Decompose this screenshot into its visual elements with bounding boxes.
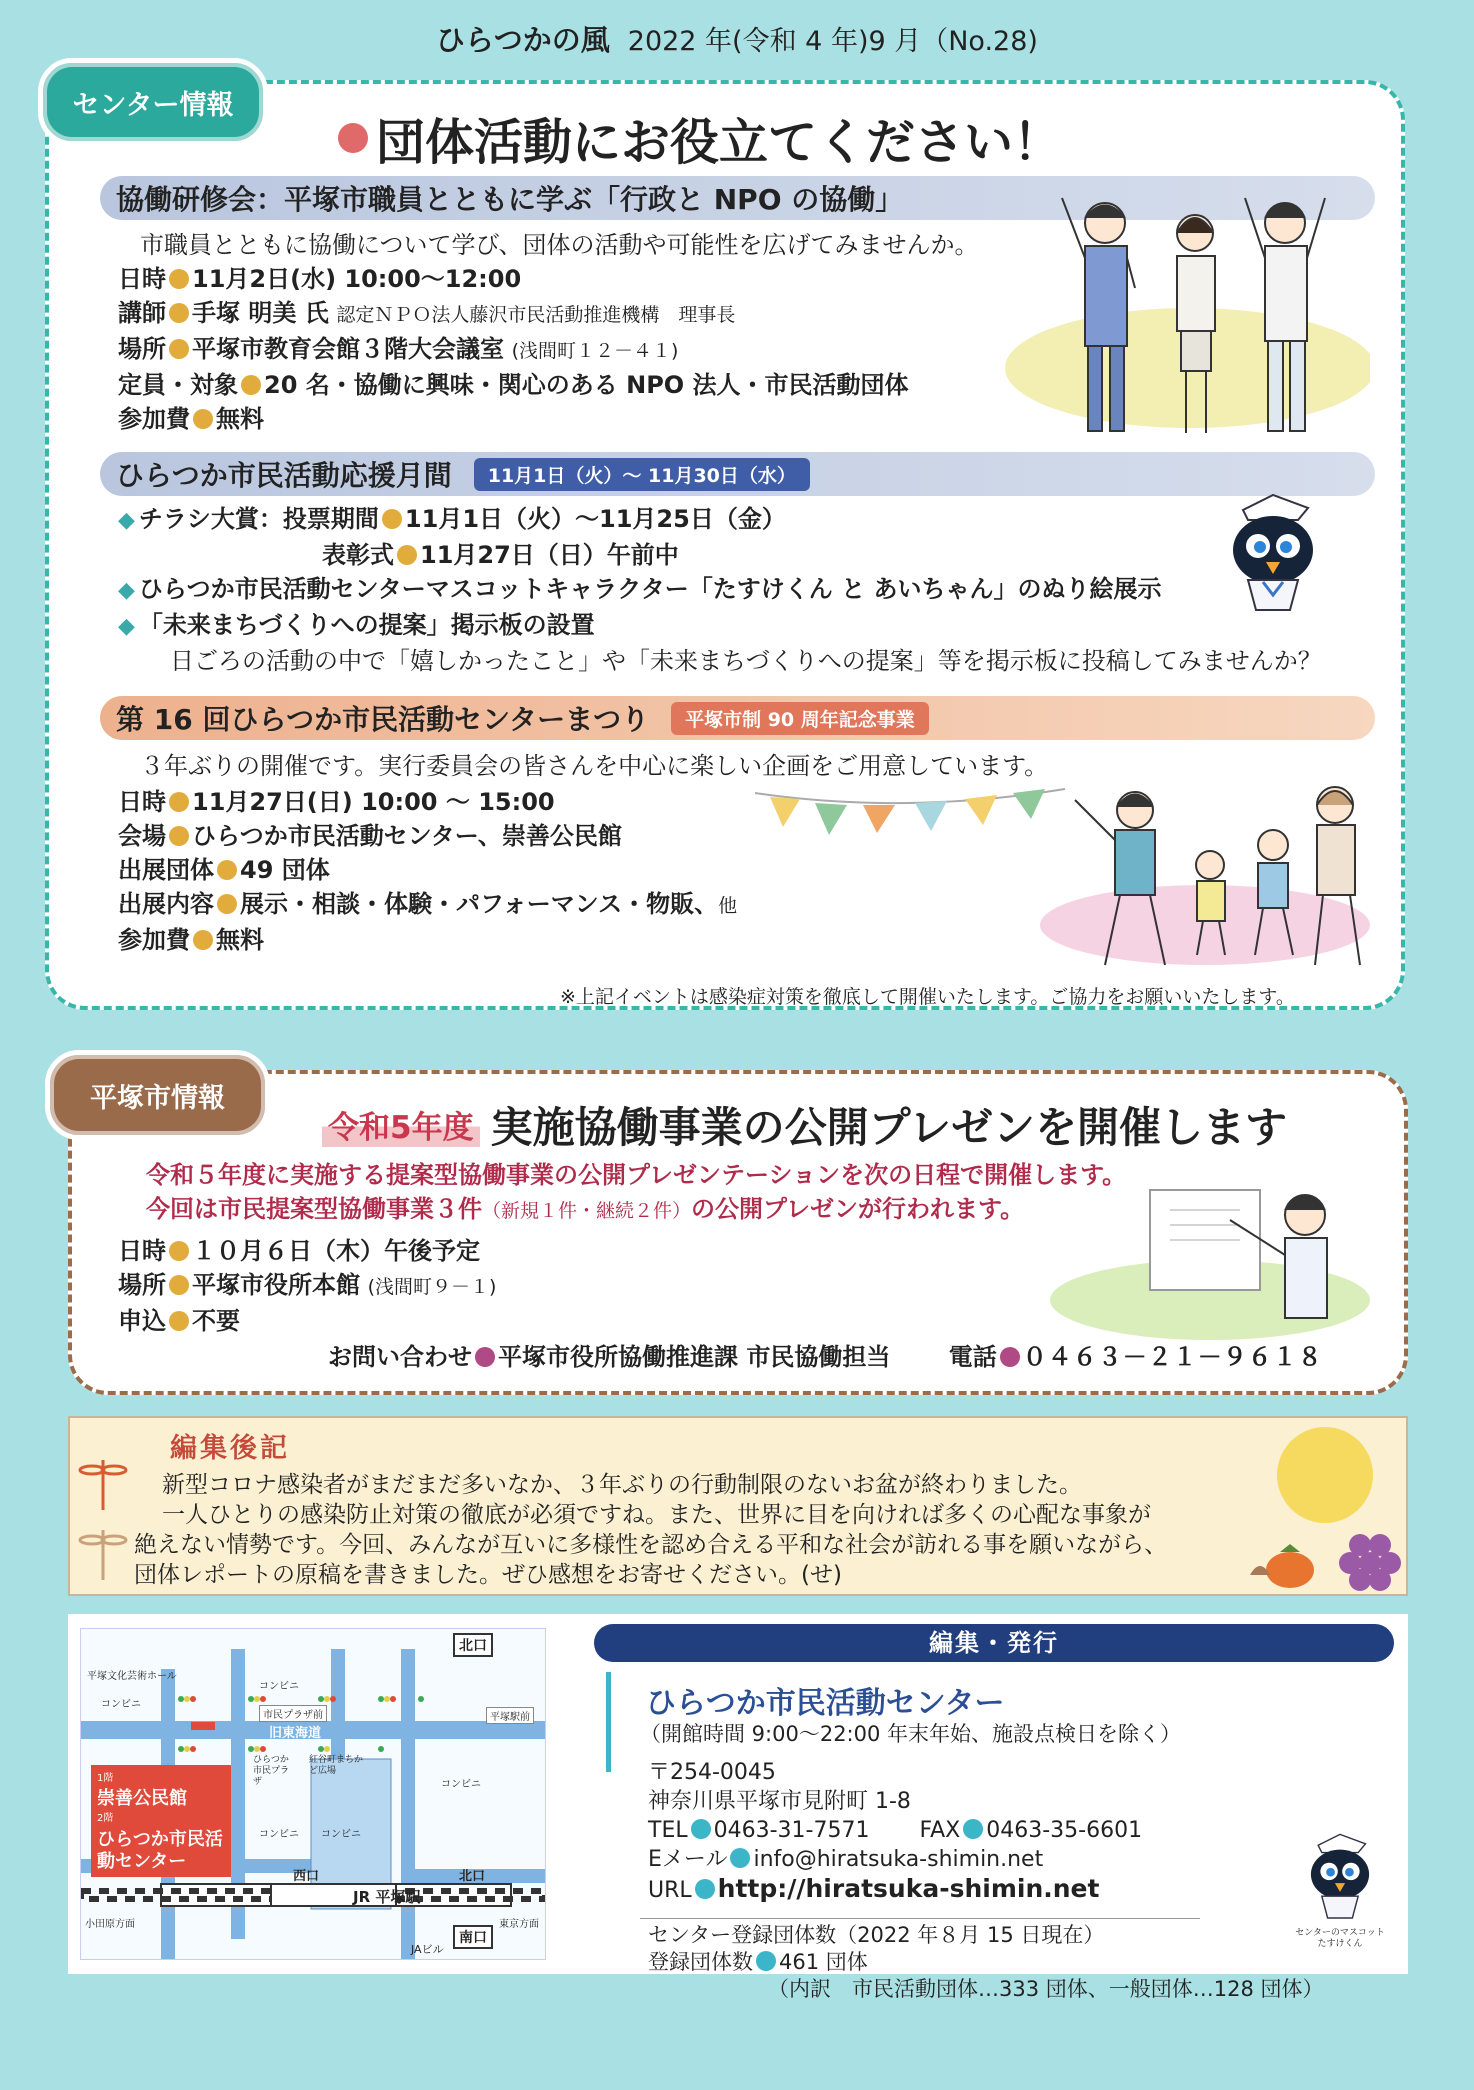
label-datetime: 日時: [118, 1237, 166, 1265]
map-label-nishi: 西口: [293, 1869, 320, 1884]
map-label-kita: 北口: [453, 1633, 493, 1657]
registration-info: [648, 1922, 1324, 2003]
fax-label: FAX: [919, 1818, 961, 1843]
afterword-text: [134, 1470, 1167, 1590]
bullet-dot-icon: [241, 375, 261, 395]
month-heading: ひらつか市民活動応援月間: [116, 459, 452, 492]
center-tel: 0463-31-7571: [713, 1818, 870, 1843]
tel-label: TEL: [648, 1818, 688, 1843]
diamond-bullet-icon: ◆: [118, 578, 135, 603]
award-date: 11月27日（日）午前中: [420, 541, 679, 569]
bullet-dot-icon: [193, 930, 213, 950]
board-setup: 「未来まちづくりへの提案」掲示板の設置: [138, 611, 595, 639]
diamond-bullet-icon: ◆: [118, 614, 135, 639]
center-title: [338, 104, 1062, 174]
lecturer-affiliation: 認定ＮＰＯ法人藤沢市民活動推進機構 理事長: [336, 304, 736, 326]
staff-illustration: [1000, 178, 1370, 448]
bullet-dot-icon: [1000, 1347, 1020, 1367]
bullet-dot-icon: [169, 1275, 189, 1295]
award-label: 表彰式: [322, 541, 394, 569]
contact-label: お問い合わせ: [328, 1343, 472, 1371]
mascot-small-illustration: [1300, 1828, 1380, 1928]
label-fee: 参加費: [118, 405, 190, 433]
city-lead-tail: の公開プレゼンが行われます。: [691, 1195, 1025, 1223]
label-lecturer: 講師: [118, 299, 166, 327]
afterword-line: 絶えない情勢です。今回、みんなが互いに多様性を認め合える平和な社会が訪れる事を願いながら、: [134, 1532, 1168, 1558]
bullet-dot-icon: [397, 545, 417, 565]
map-label-hall: 平塚文化芸術ホール: [87, 1671, 177, 1682]
registration-count: 461 団体: [779, 1950, 868, 1974]
bullet-dot-icon: [382, 509, 402, 529]
bullet-dot-icon: [169, 1241, 189, 1261]
festival-details: [118, 785, 737, 957]
bullet-dot-icon: [695, 1879, 715, 1899]
diamond-bullet-icon: ◆: [118, 508, 135, 533]
lecturer-name: 手塚 明美 氏: [192, 299, 329, 327]
city-lead-note: （新規１件・継続２件）: [482, 1200, 692, 1222]
map-label-tokyo: 東京方面: [499, 1919, 539, 1930]
title-bullet-icon: [338, 123, 368, 153]
registration-label: 登録団体数: [648, 1950, 753, 1974]
map-label-road: 旧東海道: [269, 1726, 322, 1741]
center-fax: 0463-35-6601: [986, 1818, 1143, 1843]
map-label-shiminplaza: ひらつか市民プラザ: [253, 1755, 290, 1787]
map-label-kita2: 北口: [459, 1869, 486, 1884]
newsletter-name: ひらつかの風: [436, 23, 610, 57]
bullet-dot-icon: [691, 1819, 711, 1839]
floor2-name: ひらつか市民活動センター: [97, 1829, 223, 1872]
month-heading-bar: [100, 452, 1375, 496]
workshop-venue: 平塚市教育会館３階大会議室: [192, 335, 504, 363]
map-label-minami: 南口: [453, 1925, 493, 1949]
map-label-koubai: 紅谷町まちかど広場: [309, 1755, 364, 1776]
city-contact: [328, 1340, 1323, 1374]
map-label-conv: コンビニ: [441, 1779, 481, 1790]
address: 神奈川県平塚市見附町 1-8: [648, 1789, 911, 1814]
registration-breakdown: （内訳 市民活動団体…333 団体、一般団体…128 団体）: [768, 1977, 1324, 2001]
bullet-dot-icon: [169, 826, 189, 846]
label-exhibitors: 出展団体: [118, 856, 214, 884]
registration-title: センター登録団体数（2022 年８月 15 日現在）: [648, 1923, 1105, 1947]
issue-date: 2022 年(令和 4 年)9 月（No.28): [627, 26, 1038, 57]
venue-address: (浅間町１２－４１): [511, 340, 679, 362]
bullet-dot-icon: [169, 792, 189, 812]
city-year-badge: 令和5年度: [322, 1102, 480, 1147]
center-url[interactable]: http://hiratsuka-shimin.net: [717, 1874, 1100, 1903]
dragonfly-icon: [78, 1450, 128, 1590]
afterword-line: 団体レポートの原稿を書きました。ぜひ感想をお寄せください。(せ): [134, 1562, 842, 1588]
festival-exhibitors: 49 団体: [240, 856, 330, 884]
city-tel: ０４６３－２１－９６１８: [1022, 1343, 1323, 1371]
bullet-dot-icon: [963, 1819, 983, 1839]
workshop-capacity: 20 名・協働に興味・関心のある NPO 法人・市民活動団体: [264, 371, 909, 399]
festival-intro: ３年ぶりの開催です。実行委員会の皆さんを中心に楽しい企画をご用意しています。: [140, 752, 1049, 780]
center-email[interactable]: info@hiratsuka-shimin.net: [753, 1847, 1044, 1872]
city-datetime: １０月６日（木）午後予定: [192, 1237, 480, 1265]
city-details: [118, 1234, 496, 1338]
bullet-dot-icon: [169, 269, 189, 289]
email-label: Eメール: [648, 1847, 728, 1872]
publisher-divider: [640, 1918, 1200, 1919]
map-label-plaza: 市民プラザ前: [259, 1705, 327, 1722]
festival-heading-bar: [100, 696, 1375, 740]
coloring-exhibit: ひらつか市民活動センターマスコットキャラクター「たすけくん と あいちゃん」のぬり絵展示: [138, 575, 1162, 603]
label-fee: 参加費: [118, 926, 190, 954]
workshop-intro: 市職員とともに協働について学び、団体の活動や可能性を広げてみませんか。: [140, 231, 979, 259]
center-title-text: 団体活動にお役立てください！: [376, 114, 1063, 171]
map-label-hiratsukaeki: 平塚駅前: [486, 1707, 534, 1724]
label-contents: 出展内容: [118, 890, 214, 918]
festival-heading: 第 16 回ひらつか市民活動センターまつり: [116, 703, 650, 736]
postal-code: 〒254-0045: [648, 1760, 776, 1785]
bullet-dot-icon: [169, 339, 189, 359]
map-label-conv: コンビニ: [321, 1829, 361, 1840]
map-label-conv: コンビニ: [259, 1681, 299, 1692]
workshop-datetime: 11月2日(水) 10:00～12:00: [192, 265, 522, 293]
label-application: 申込: [118, 1307, 166, 1335]
publisher-name: ひらつか市民活動センター: [646, 1686, 1005, 1721]
floor1-label: 1階: [97, 1773, 114, 1784]
label-venue: 場所: [118, 335, 166, 363]
page-header: [0, 18, 1474, 59]
presenter-illustration: [1040, 1180, 1370, 1345]
afterword-title: 編集後記: [170, 1433, 290, 1464]
city-lead: [146, 1158, 1126, 1228]
label-capacity: 定員・対象: [118, 371, 238, 399]
floor1-name: 崇善公民館: [97, 1788, 187, 1809]
bullet-dot-icon: [169, 1311, 189, 1331]
city-lead-line1: 令和５年度に実施する提案型協働事業の公開プレゼンテーションを次の日程で開催します。: [146, 1161, 1127, 1189]
city-application: 不要: [192, 1307, 240, 1335]
label-venue: 会場: [118, 822, 166, 850]
month-details: [118, 502, 1322, 678]
workshop-heading: 協働研修会：平塚市職員とともに学ぶ「行政と NPO の協働」: [116, 183, 904, 216]
city-venue-address: (浅間町９－１): [367, 1276, 497, 1298]
map-label-conv: コンビニ: [259, 1829, 299, 1840]
contact-dept: 平塚市役所協働推進課 市民協働担当: [498, 1343, 891, 1371]
afterword-line: 一人ひとりの感染防止対策の徹底が必須ですね。また、世界に目を向ければ多くの心配な事象が: [162, 1502, 1151, 1528]
publisher-contacts: [648, 1758, 1142, 1905]
url-label: URL: [648, 1878, 692, 1903]
afterword-line: 新型コロナ感染者がまだまだ多いなか、３年ぶりの行動制限のないお盆が終わりました。: [162, 1472, 1082, 1498]
access-map: [80, 1628, 546, 1960]
flyer-vote-period: 11月1日（火）～11月25日（金）: [404, 505, 786, 533]
workshop-details: [118, 262, 909, 436]
festival-contents-etc: 他: [718, 895, 738, 917]
publisher-hours: （開館時間 9:00～22:00 年末年始、施設点検日を除く）: [640, 1722, 1182, 1746]
flyer-vote-label: チラシ大賞：投票期間: [138, 505, 379, 533]
festival-datetime: 11月27日(日) 10:00 ～ 15:00: [192, 788, 555, 816]
tel-label: 電話: [948, 1343, 997, 1371]
publisher-heading: 編集・発行: [594, 1624, 1394, 1662]
publisher-accent-line: [606, 1672, 611, 1772]
bullet-dot-icon: [756, 1951, 776, 1971]
bullet-dot-icon: [193, 409, 213, 429]
workshop-fee: 無料: [216, 405, 264, 433]
map-label-odawara: 小田原方面: [85, 1919, 135, 1930]
map-label-ja: JAビル: [411, 1943, 444, 1956]
festival-fee: 無料: [216, 926, 264, 954]
label-datetime: 日時: [118, 265, 166, 293]
city-venue: 平塚市役所本館: [192, 1271, 360, 1299]
board-invite: 日ごろの活動の中で「嬉しかったこと」や「未来まちづくりへの提案」等を掲示板に投稿してみませんか？: [170, 647, 1322, 675]
city-title: [322, 1095, 1287, 1155]
bullet-dot-icon: [730, 1848, 750, 1868]
label-datetime: 日時: [118, 788, 166, 816]
festival-anniversary-badge: 平塚市制 90 周年記念事業: [671, 702, 929, 735]
festival-illustration: [755, 775, 1370, 975]
autumn-illustration: [1230, 1420, 1405, 1595]
bullet-dot-icon: [169, 303, 189, 323]
bullet-dot-icon: [475, 1347, 495, 1367]
city-lead-line2: 今回は市民提案型協働事業３件: [146, 1195, 482, 1223]
center-location-label: [91, 1765, 231, 1877]
center-footnote: ※上記イベントは感染症対策を徹底して開催いたします。ご協力をお願いいたします。: [560, 986, 1295, 1008]
bullet-dot-icon: [217, 860, 237, 880]
mascot-caption-line1: センターのマスコット: [1295, 1928, 1385, 1938]
festival-contents: 展示・相談・体験・パフォーマンス・物販、: [240, 890, 719, 918]
center-info-tag: センター情報: [38, 58, 268, 146]
floor2-label: 2階: [97, 1813, 114, 1824]
label-venue: 場所: [118, 1271, 166, 1299]
festival-venue: ひらつか市民活動センター、崇善公民館: [192, 822, 622, 850]
city-info-tag: 平塚市情報: [45, 1050, 270, 1140]
mascot-caption-line2: たすけくん: [1317, 1939, 1363, 1949]
city-title-text: 実施協働事業の公開プレゼンを開催します: [490, 1103, 1287, 1152]
month-period-badge: 11月1日（火）～ 11月30日（水）: [474, 458, 810, 491]
bullet-dot-icon: [217, 894, 237, 914]
mascot-caption: [1290, 1928, 1390, 1950]
map-label-conv: コンビニ: [101, 1699, 141, 1710]
mascot-illustration: [1218, 490, 1328, 620]
map-label-station: JR 平塚駅: [353, 1888, 421, 1906]
